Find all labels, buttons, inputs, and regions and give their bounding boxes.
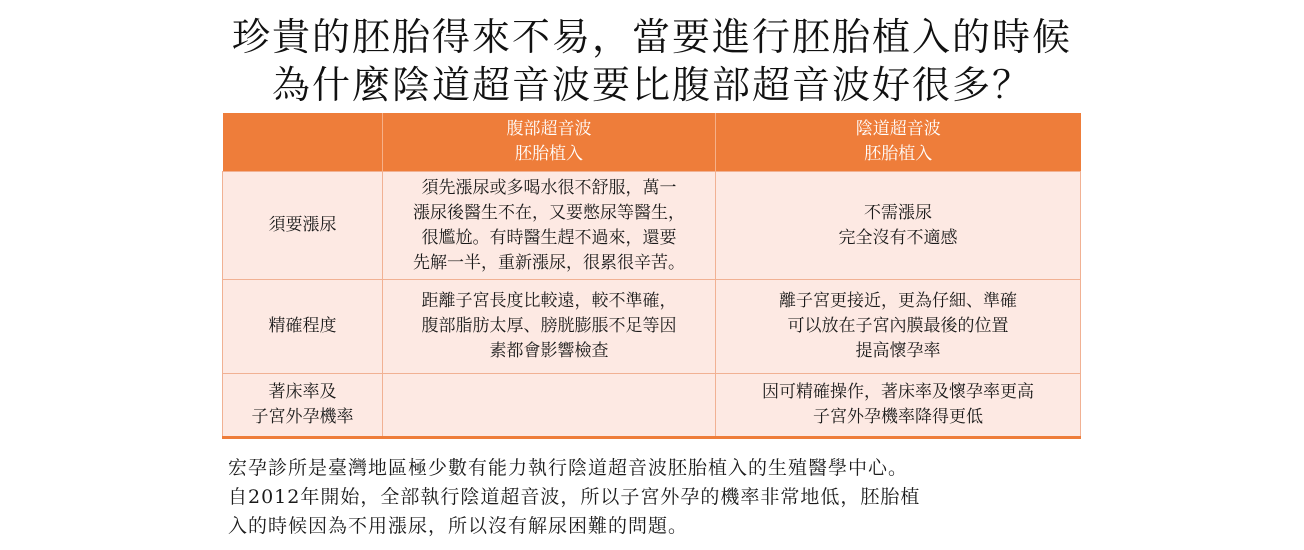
cell-line: 腹部脂肪太厚、膀胱膨脹不足等因: [421, 316, 677, 336]
footer-line: 宏孕診所是臺灣地區極少數有能力執行陰道超音波胚胎植入的生殖醫學中心。: [228, 457, 909, 479]
abdominal-cell: [383, 280, 716, 374]
row-label-cell: [223, 374, 383, 438]
table-row: [223, 172, 1081, 280]
header-line: 腹部超音波: [506, 119, 592, 139]
cell-line: 須要漲尿: [268, 215, 337, 235]
cell-line: 精確程度: [268, 316, 337, 336]
cell-line: 素都會影響檢查: [489, 341, 609, 361]
cell-line: 完全沒有不適感: [838, 227, 958, 248]
page-title-line-1: 珍貴的胚胎得來不易，當要進行胚胎植入的時候: [231, 15, 1072, 59]
vaginal-cell: [716, 374, 1081, 438]
cell-line: 子宮外孕機率降得更低: [813, 407, 983, 427]
comparison-table: [222, 113, 1081, 439]
cell-line: 很尷尬。有時醫生趕不過來，還要: [421, 227, 677, 248]
footer-line: 入的時候因為不用漲尿，所以沒有解尿困難的問題。: [228, 515, 689, 537]
cell-line: 子宮外孕機率: [251, 407, 354, 427]
row-label-cell: [223, 280, 383, 374]
cell-line: 著床率及: [268, 382, 337, 402]
vaginal-cell: [716, 172, 1081, 280]
cell-line: 須先漲尿或多喝水很不舒服，萬一: [421, 177, 677, 198]
table-header-row: [223, 113, 1081, 172]
vaginal-cell: [716, 280, 1081, 374]
header-abdominal-ultrasound: [383, 113, 716, 172]
footer-line: 自2012年開始，全部執行陰道超音波，所以子宮外孕的機率非常地低，胚胎植: [228, 486, 921, 508]
table-row: [223, 374, 1081, 438]
header-empty-cell: [223, 113, 383, 172]
cell-line: 先解一半，重新漲尿，很累很辛苦。: [413, 252, 685, 273]
abdominal-cell: [383, 374, 716, 438]
page-title-line-2: 為什麼陰道超音波要比腹部超音波好很多？: [271, 63, 1032, 107]
cell-line: 不需漲尿: [864, 202, 932, 223]
cell-line: 可以放在子宮內膜最後的位置: [787, 316, 1009, 336]
header-line: 胚胎植入: [864, 144, 933, 164]
cell-line: 因可精確操作，著床率及懷孕率更高: [762, 382, 1034, 402]
abdominal-cell: [383, 172, 716, 280]
header-line: 胚胎植入: [515, 144, 583, 164]
header-line: 陰道超音波: [855, 119, 941, 139]
cell-line: 距離子宮長度比較遠，較不準確，: [421, 291, 677, 311]
cell-line: 漲尿後醫生不在，又要憋尿等醫生，: [413, 202, 685, 223]
cell-line: 離子宮更接近，更為仔細、準確: [779, 291, 1017, 311]
footer-paragraph: [228, 454, 920, 541]
table-row: [223, 280, 1081, 374]
cell-line: 提高懷孕率: [855, 341, 941, 361]
row-label-cell: [223, 172, 383, 280]
header-vaginal-ultrasound: [716, 113, 1081, 172]
